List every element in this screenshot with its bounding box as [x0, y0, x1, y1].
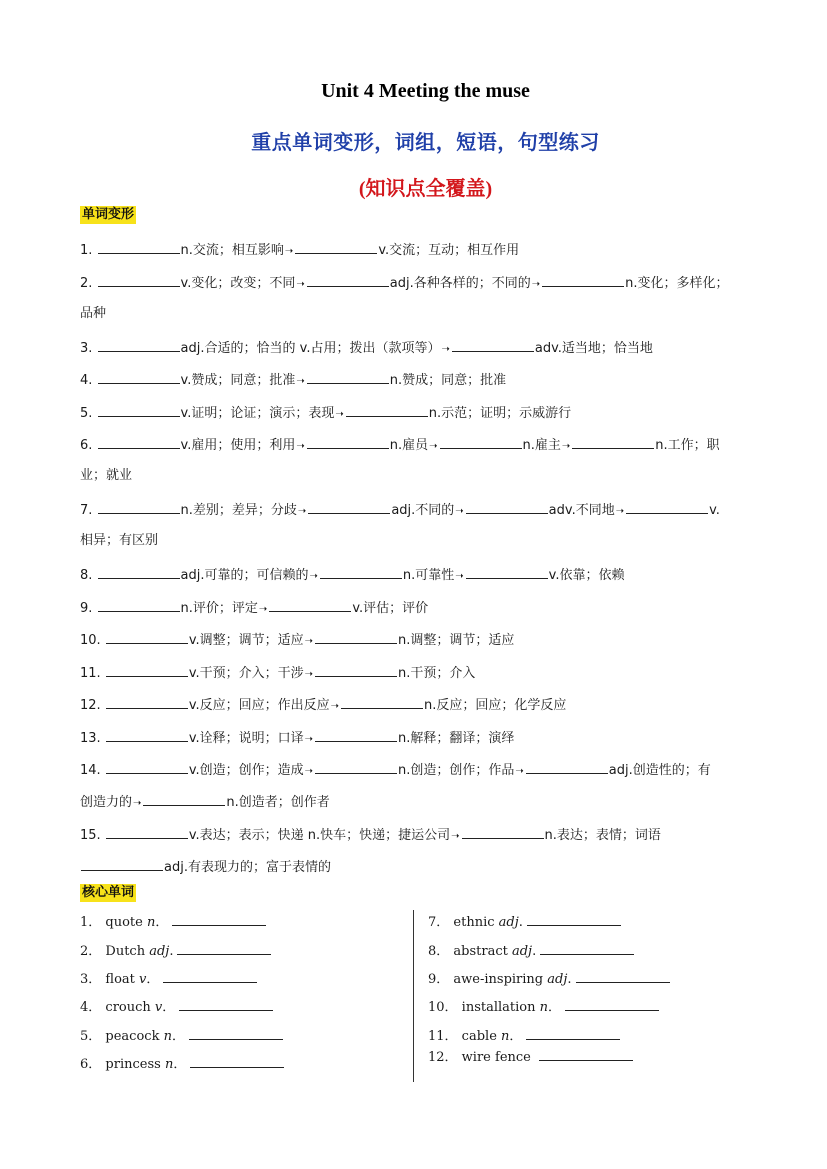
part-of-speech: adj: [547, 972, 568, 987]
answer-blank[interactable]: [626, 500, 708, 514]
core-word: float: [101, 972, 140, 987]
arrow-icon: ➝: [296, 279, 305, 290]
definition-text: v.创造；创作；造成: [188, 763, 304, 778]
core-word: abstract: [449, 944, 512, 959]
punctuation: .: [567, 972, 572, 987]
definition-text: v.干预；介入；干涉: [188, 666, 304, 681]
definition-text: n.创造者；创作者: [226, 795, 330, 810]
item-number: 4．: [80, 1000, 102, 1015]
answer-blank[interactable]: [539, 1047, 633, 1061]
definition-text: v.诠释；说明；口译: [188, 731, 304, 746]
core-word: crouch: [101, 1000, 155, 1015]
part-of-speech: adj: [498, 915, 519, 930]
arrow-icon: ➝: [429, 441, 438, 452]
definition-text: n.雇员: [389, 438, 429, 453]
part-of-speech: adj: [149, 944, 170, 959]
arrow-icon: ➝: [615, 506, 625, 517]
answer-blank[interactable]: [98, 338, 180, 352]
arrow-icon: ➝: [258, 604, 268, 615]
answer-blank[interactable]: [295, 240, 377, 254]
arrow-icon: ➝: [309, 571, 318, 582]
definition-text: n.表达；表情；词语: [544, 828, 661, 843]
definition-text: n.变化；多样化；: [625, 276, 729, 291]
answer-blank[interactable]: [98, 598, 180, 612]
punctuation: .: [532, 944, 537, 959]
item-number: 15.: [80, 828, 105, 843]
definition-text: n.差别；差异；分歧: [180, 503, 297, 518]
answer-blank[interactable]: [307, 435, 389, 449]
definition-text: adj.可靠的；可信赖的: [180, 568, 309, 583]
part-of-speech: v: [154, 1000, 163, 1015]
core-word-item: [428, 1026, 620, 1046]
answer-blank[interactable]: [526, 760, 608, 774]
answer-blank[interactable]: [315, 663, 397, 677]
arrow-icon: ➝: [304, 636, 314, 647]
core-word-item: [80, 1026, 283, 1046]
answer-blank[interactable]: [269, 598, 351, 612]
item-number: 5．: [80, 1029, 102, 1044]
item-number: 9．: [428, 972, 450, 987]
word-form-item-continued: [80, 857, 750, 877]
word-form-item: [80, 338, 750, 359]
part-of-speech: n: [163, 1029, 172, 1044]
answer-blank[interactable]: [106, 695, 188, 709]
punctuation: ．: [146, 972, 160, 987]
definition-text: n.解释；翻译；演绎: [398, 731, 515, 746]
item-number: 2.: [80, 276, 97, 291]
definition-text: n.调整；调节；适应: [398, 633, 515, 648]
item-number: 7.: [80, 503, 97, 518]
part-of-speech: v: [139, 972, 147, 987]
definition-text: v.赞成；同意；批准: [180, 373, 296, 388]
word-form-item: [80, 760, 750, 781]
arrow-icon: ➝: [451, 831, 460, 842]
section-heading-core-words: 核心单词: [82, 885, 135, 900]
word-form-item-continued: [80, 305, 750, 323]
answer-blank[interactable]: [106, 728, 188, 742]
core-word: cable: [457, 1029, 502, 1044]
answer-blank[interactable]: [572, 435, 654, 449]
core-word-item: [80, 1054, 284, 1074]
item-number: 10.: [80, 633, 105, 648]
answer-blank[interactable]: [341, 695, 423, 709]
item-number: 3.: [80, 341, 97, 356]
word-form-item: [80, 663, 750, 684]
word-form-item: [80, 370, 750, 391]
answer-blank[interactable]: [462, 825, 544, 839]
answer-blank[interactable]: [98, 403, 180, 417]
definition-text: n.交流；相互影响: [180, 243, 284, 258]
core-word-item: [80, 969, 257, 989]
definition-text: v.雇用；使用；利用: [180, 438, 296, 453]
definition-text: v.变化；改变；不同: [180, 276, 296, 291]
item-number: 12.: [80, 698, 105, 713]
item-number: 12．: [428, 1050, 458, 1065]
arrow-icon: ➝: [561, 441, 571, 452]
definition-text: 业；就业: [80, 468, 133, 483]
definition-text: v.证明；论证；演示；表现: [180, 406, 335, 421]
core-word: wire fence: [457, 1050, 535, 1065]
answer-blank[interactable]: [106, 630, 188, 644]
answer-blank[interactable]: [177, 941, 271, 955]
definition-text: n.可靠性: [402, 568, 455, 583]
arrow-icon: ➝: [133, 798, 142, 809]
answer-blank[interactable]: [526, 1026, 620, 1040]
arrow-icon: ➝: [304, 669, 314, 680]
word-form-item: [80, 825, 750, 846]
word-form-item: [80, 500, 750, 521]
word-form-item-continued: [80, 467, 750, 485]
item-number: 7．: [428, 915, 450, 930]
answer-blank[interactable]: [98, 370, 180, 384]
word-form-item: [80, 435, 750, 456]
arrow-icon: ➝: [515, 766, 524, 777]
column-divider: [413, 910, 414, 1082]
answer-blank[interactable]: [540, 941, 634, 955]
part-of-speech: n: [146, 915, 156, 930]
word-form-item: [80, 273, 750, 294]
punctuation: ．: [173, 1057, 187, 1072]
definition-text: adj.不同的: [391, 503, 455, 518]
item-number: 5.: [80, 406, 97, 421]
item-number: 4.: [80, 373, 97, 388]
core-word: princess: [101, 1057, 165, 1072]
core-word: peacock: [101, 1029, 164, 1044]
answer-blank[interactable]: [98, 435, 180, 449]
definition-text: n.评价；评定: [180, 601, 258, 616]
core-word-item: [80, 941, 271, 961]
item-number: 2．: [80, 944, 102, 959]
arrow-icon: ➝: [441, 344, 450, 355]
definition-text: n.雇主: [522, 438, 561, 453]
answer-blank[interactable]: [81, 857, 163, 871]
definition-text: adv.不同地: [548, 503, 615, 518]
item-number: 8．: [428, 944, 450, 959]
item-number: 8.: [80, 568, 97, 583]
definition-text: v.反应；回应；作出反应: [188, 698, 330, 713]
arrow-icon: ➝: [304, 734, 314, 745]
item-number: 10．: [428, 1000, 458, 1015]
item-number: 13.: [80, 731, 105, 746]
arrow-icon: ➝: [330, 701, 340, 712]
arrow-icon: ➝: [297, 506, 307, 517]
page-subtitle: 重点单词变形，词组，短语，句型练习: [251, 132, 600, 154]
definition-text: v.调整；调节；适应: [188, 633, 304, 648]
core-word: quote: [101, 915, 147, 930]
definition-text: v.: [709, 503, 720, 518]
definition-text: v.依靠；依赖: [548, 568, 625, 583]
answer-blank[interactable]: [565, 997, 659, 1011]
definition-text: n.赞成；同意；批准: [389, 373, 507, 388]
item-number: 6.: [80, 438, 97, 453]
core-word: awe-inspiring: [449, 972, 548, 987]
answer-blank[interactable]: [172, 912, 266, 926]
word-form-item: [80, 565, 750, 586]
word-form-item: [80, 240, 750, 261]
section-heading-word-forms: 单词变形: [82, 207, 135, 222]
answer-blank[interactable]: [315, 630, 397, 644]
definition-text: adj.创造性的；有: [608, 763, 711, 778]
answer-blank[interactable]: [315, 728, 397, 742]
answer-blank[interactable]: [106, 825, 188, 839]
definition-text: n.创造；创作；作品: [398, 763, 515, 778]
definition-text: adj.有表现力的；富于表情的: [164, 860, 331, 875]
answer-blank[interactable]: [307, 273, 389, 287]
core-word-item: [80, 912, 266, 932]
definition-text: n.反应；回应；化学反应: [424, 698, 567, 713]
core-word-item: [428, 997, 659, 1017]
item-number: 14.: [80, 763, 105, 778]
core-word-item: [428, 941, 634, 961]
answer-blank[interactable]: [452, 338, 534, 352]
answer-blank[interactable]: [179, 997, 273, 1011]
answer-blank[interactable]: [106, 760, 188, 774]
punctuation: ．: [162, 1000, 176, 1015]
arrow-icon: ➝: [304, 766, 314, 777]
definition-text: v.交流；互动；相互作用: [378, 243, 520, 258]
arrow-icon: ➝: [531, 279, 541, 290]
answer-blank[interactable]: [98, 273, 180, 287]
punctuation: ．: [548, 1000, 562, 1015]
answer-blank[interactable]: [189, 1026, 283, 1040]
core-word-item: [80, 997, 273, 1017]
word-form-item-continued: [80, 532, 750, 550]
answer-blank[interactable]: [98, 500, 180, 514]
answer-blank[interactable]: [315, 760, 397, 774]
item-number: 9.: [80, 601, 97, 616]
arrow-icon: ➝: [284, 246, 294, 257]
punctuation: .: [518, 915, 523, 930]
item-number: 11．: [428, 1029, 458, 1044]
word-form-item: [80, 630, 750, 651]
definition-text: n.干预；介入: [398, 666, 476, 681]
answer-blank[interactable]: [466, 565, 548, 579]
answer-blank[interactable]: [307, 370, 389, 384]
answer-blank[interactable]: [527, 912, 621, 926]
item-number: 1.: [80, 243, 97, 258]
word-form-item: [80, 598, 750, 619]
word-form-item: [80, 695, 750, 716]
definition-text: 品种: [80, 306, 107, 321]
answer-blank[interactable]: [143, 792, 225, 806]
answer-blank[interactable]: [98, 240, 180, 254]
core-word-item: [428, 912, 621, 932]
part-of-speech: n: [501, 1029, 510, 1044]
answer-blank[interactable]: [440, 435, 522, 449]
page-title: Unit 4 Meeting the muse: [321, 80, 530, 102]
answer-blank[interactable]: [98, 565, 180, 579]
answer-blank[interactable]: [542, 273, 624, 287]
arrow-icon: ➝: [455, 571, 464, 582]
word-form-item-continued: [80, 792, 750, 813]
part-of-speech: adj: [511, 944, 533, 959]
punctuation: ．: [509, 1029, 523, 1044]
punctuation: ．: [155, 915, 169, 930]
definition-text: v.评估；评价: [352, 601, 429, 616]
punctuation: ．: [171, 1029, 185, 1044]
definition-text: v.表达；表示；快递 n.快车；快递；捷运公司: [188, 828, 451, 843]
core-word-item: [428, 1047, 633, 1067]
part-of-speech: n: [164, 1057, 174, 1072]
arrow-icon: ➝: [455, 506, 464, 517]
item-number: 3．: [80, 972, 102, 987]
answer-blank[interactable]: [576, 969, 670, 983]
arrow-icon: ➝: [296, 376, 305, 387]
answer-blank[interactable]: [320, 565, 402, 579]
answer-blank[interactable]: [190, 1054, 284, 1068]
answer-blank[interactable]: [308, 500, 390, 514]
definition-text: adv.适当地；恰当地: [534, 341, 653, 356]
answer-blank[interactable]: [466, 500, 548, 514]
definition-text: n.示范；证明；示威游行: [428, 406, 572, 421]
punctuation: .: [169, 944, 174, 959]
definition-text: 创造力的: [80, 795, 133, 810]
word-form-item: [80, 728, 750, 749]
answer-blank[interactable]: [106, 663, 188, 677]
definition-text: adj.合适的；恰当的 v.占用；拨出（款项等）: [180, 341, 441, 356]
answer-blank[interactable]: [346, 403, 428, 417]
definition-text: 相异；有区别: [80, 533, 159, 548]
core-word: Dutch: [101, 944, 150, 959]
definition-text: adj.各种各样的；不同的: [389, 276, 531, 291]
core-word: ethnic: [449, 915, 499, 930]
coverage-note: (知识点全覆盖): [358, 178, 493, 200]
arrow-icon: ➝: [296, 441, 305, 452]
answer-blank[interactable]: [163, 969, 257, 983]
item-number: 1．: [80, 915, 102, 930]
core-word: installation: [457, 1000, 540, 1015]
definition-text: n.工作；职: [655, 438, 720, 453]
word-form-item: [80, 403, 750, 424]
arrow-icon: ➝: [335, 409, 344, 420]
core-word-item: [428, 969, 670, 989]
item-number: 6．: [80, 1057, 102, 1072]
item-number: 11.: [80, 666, 105, 681]
part-of-speech: n: [539, 1000, 549, 1015]
